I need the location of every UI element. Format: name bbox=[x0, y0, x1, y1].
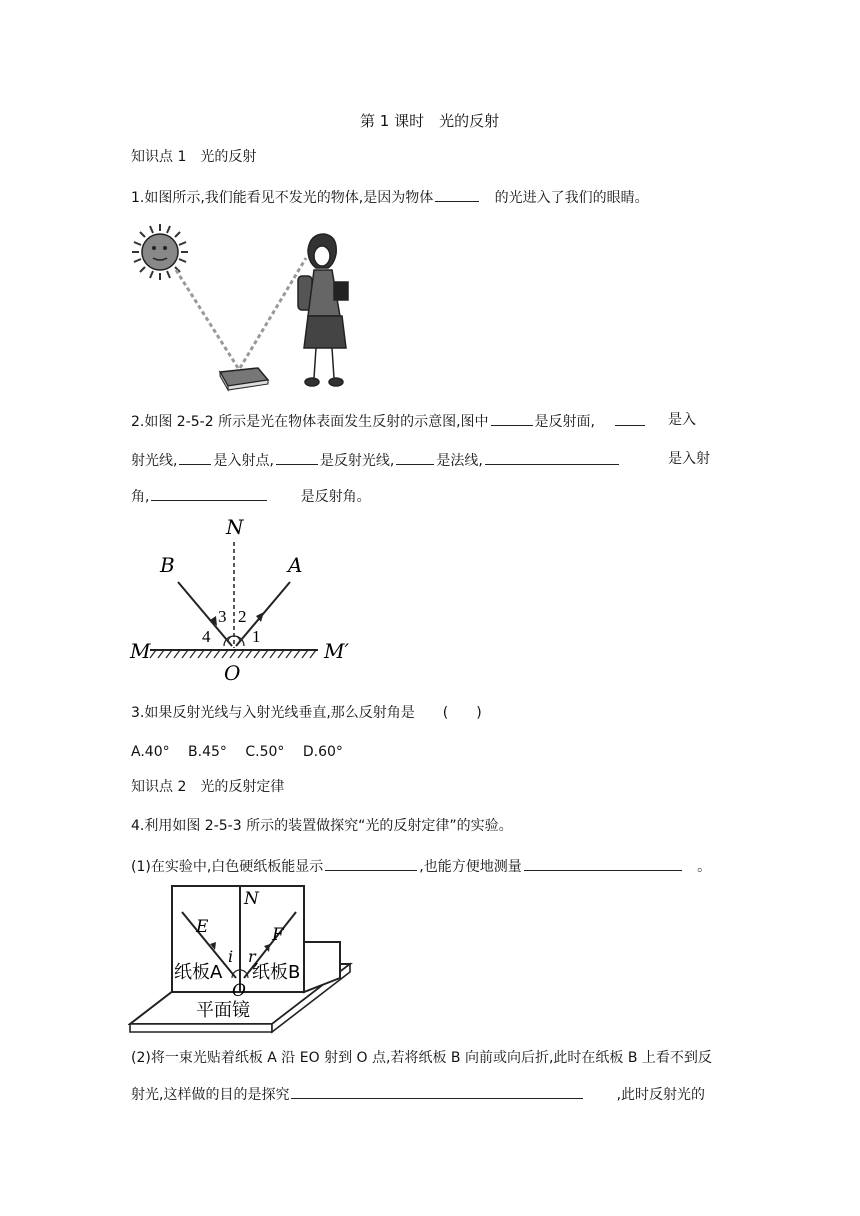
question-2-line-3 bbox=[131, 485, 371, 507]
label-r: r bbox=[248, 947, 256, 966]
q2-line1-b: 是反射面, bbox=[534, 414, 595, 430]
label-i: i bbox=[228, 947, 234, 966]
q2-blank-incident-point[interactable] bbox=[179, 449, 211, 465]
q2-blank-surface[interactable] bbox=[491, 410, 533, 426]
question-3-options: A.40° B.45° C.50° D.60° bbox=[131, 744, 343, 760]
label-board-B: 纸板B bbox=[252, 962, 301, 983]
q4-sub2-line2-a: 射光,这样做的目的是探究 bbox=[131, 1087, 290, 1103]
question-3: 3.如果反射光线与入射光线垂直,那么反射角是 ( ) bbox=[131, 705, 482, 721]
q4-blank-purpose[interactable] bbox=[291, 1083, 583, 1099]
label-O: O bbox=[224, 661, 241, 685]
section-heading-2: 知识点 2 光的反射定律 bbox=[131, 779, 285, 795]
q4-blank-measure[interactable] bbox=[524, 855, 682, 871]
page-title: 第 1 课时 光的反射 bbox=[360, 112, 500, 130]
label-mirror: 平面镜 bbox=[196, 1000, 250, 1021]
girl-icon bbox=[298, 234, 348, 386]
q2-blank-reflection-angle[interactable] bbox=[151, 485, 267, 501]
q2-line2-b: 是入射点, bbox=[213, 453, 274, 469]
q2-line3-b: 是反射角。 bbox=[300, 489, 371, 505]
label-angle-2: 2 bbox=[238, 607, 247, 626]
sun-icon bbox=[132, 224, 188, 280]
q2-blank-reflected-ray[interactable] bbox=[276, 449, 318, 465]
label-angle-1: 1 bbox=[252, 627, 261, 646]
q2-line2-d: 是法线, bbox=[436, 453, 483, 469]
label-board-A: 纸板A bbox=[174, 962, 223, 983]
q4-blank-display[interactable] bbox=[325, 855, 417, 871]
label-B: B bbox=[160, 553, 175, 577]
question-4-sub-2-line-1: (2)将一束光贴着纸板 A 沿 EO 射到 O 点,若将纸板 B 向前或向后折,此时在纸板 B 上看不到反 bbox=[131, 1050, 712, 1066]
q1-text-a: 1.如图所示,我们能看见不发光的物体,是因为物体 bbox=[131, 190, 434, 206]
book-icon bbox=[220, 368, 268, 390]
question-4: 4.利用如图 2-5-3 所示的装置做探究“光的反射定律”的实验。 bbox=[131, 818, 513, 834]
question-4-sub-1 bbox=[131, 855, 711, 877]
q2-blank-incident-angle[interactable] bbox=[485, 449, 619, 465]
q2-line1-c: 是入 bbox=[668, 412, 696, 428]
question-2-line-2 bbox=[131, 449, 621, 471]
label-N: N bbox=[226, 515, 244, 539]
label-M: M bbox=[130, 639, 151, 663]
label-N-4: N bbox=[244, 889, 259, 909]
q2-line2-e: 是入射 bbox=[668, 451, 710, 467]
q1-figure bbox=[128, 220, 368, 395]
q1-blank[interactable] bbox=[435, 186, 479, 202]
q2-line1-a: 2.如图 2-5-2 所示是光在物体表面发生反射的示意图,图中 bbox=[131, 414, 489, 430]
question-1 bbox=[131, 186, 649, 208]
q4-sub1-a: (1)在实验中,白色硬纸板能显示 bbox=[131, 859, 324, 875]
q4-apparatus-diagram bbox=[128, 882, 358, 1034]
q2-line2-a: 射光线, bbox=[131, 453, 178, 469]
q2-reflection-diagram bbox=[128, 512, 368, 687]
label-M-prime: M′ bbox=[324, 639, 350, 663]
q4-sub2-line2-b: ,此时反射光的 bbox=[616, 1087, 706, 1103]
q4-sub1-c: 。 bbox=[697, 859, 712, 875]
q2-blank-incident-ray[interactable] bbox=[615, 410, 645, 426]
q1-text-b: 的光进入了我们的眼睛。 bbox=[494, 190, 649, 206]
question-4-sub-2-line-2 bbox=[131, 1083, 705, 1105]
q2-blank-normal[interactable] bbox=[396, 449, 434, 465]
label-F: F bbox=[272, 925, 284, 945]
q2-line2-c: 是反射光线, bbox=[319, 453, 395, 469]
q2-line3-a: 角, bbox=[131, 489, 150, 505]
q4-sub1-b: ,也能方便地测量 bbox=[419, 859, 522, 875]
label-angle-4: 4 bbox=[202, 627, 211, 646]
label-E: E bbox=[196, 917, 209, 937]
label-angle-3: 3 bbox=[218, 607, 227, 626]
question-2-line-1 bbox=[131, 410, 647, 432]
label-A: A bbox=[288, 553, 303, 577]
label-O-4: O bbox=[232, 981, 246, 1001]
section-heading-1: 知识点 1 光的反射 bbox=[131, 149, 257, 165]
